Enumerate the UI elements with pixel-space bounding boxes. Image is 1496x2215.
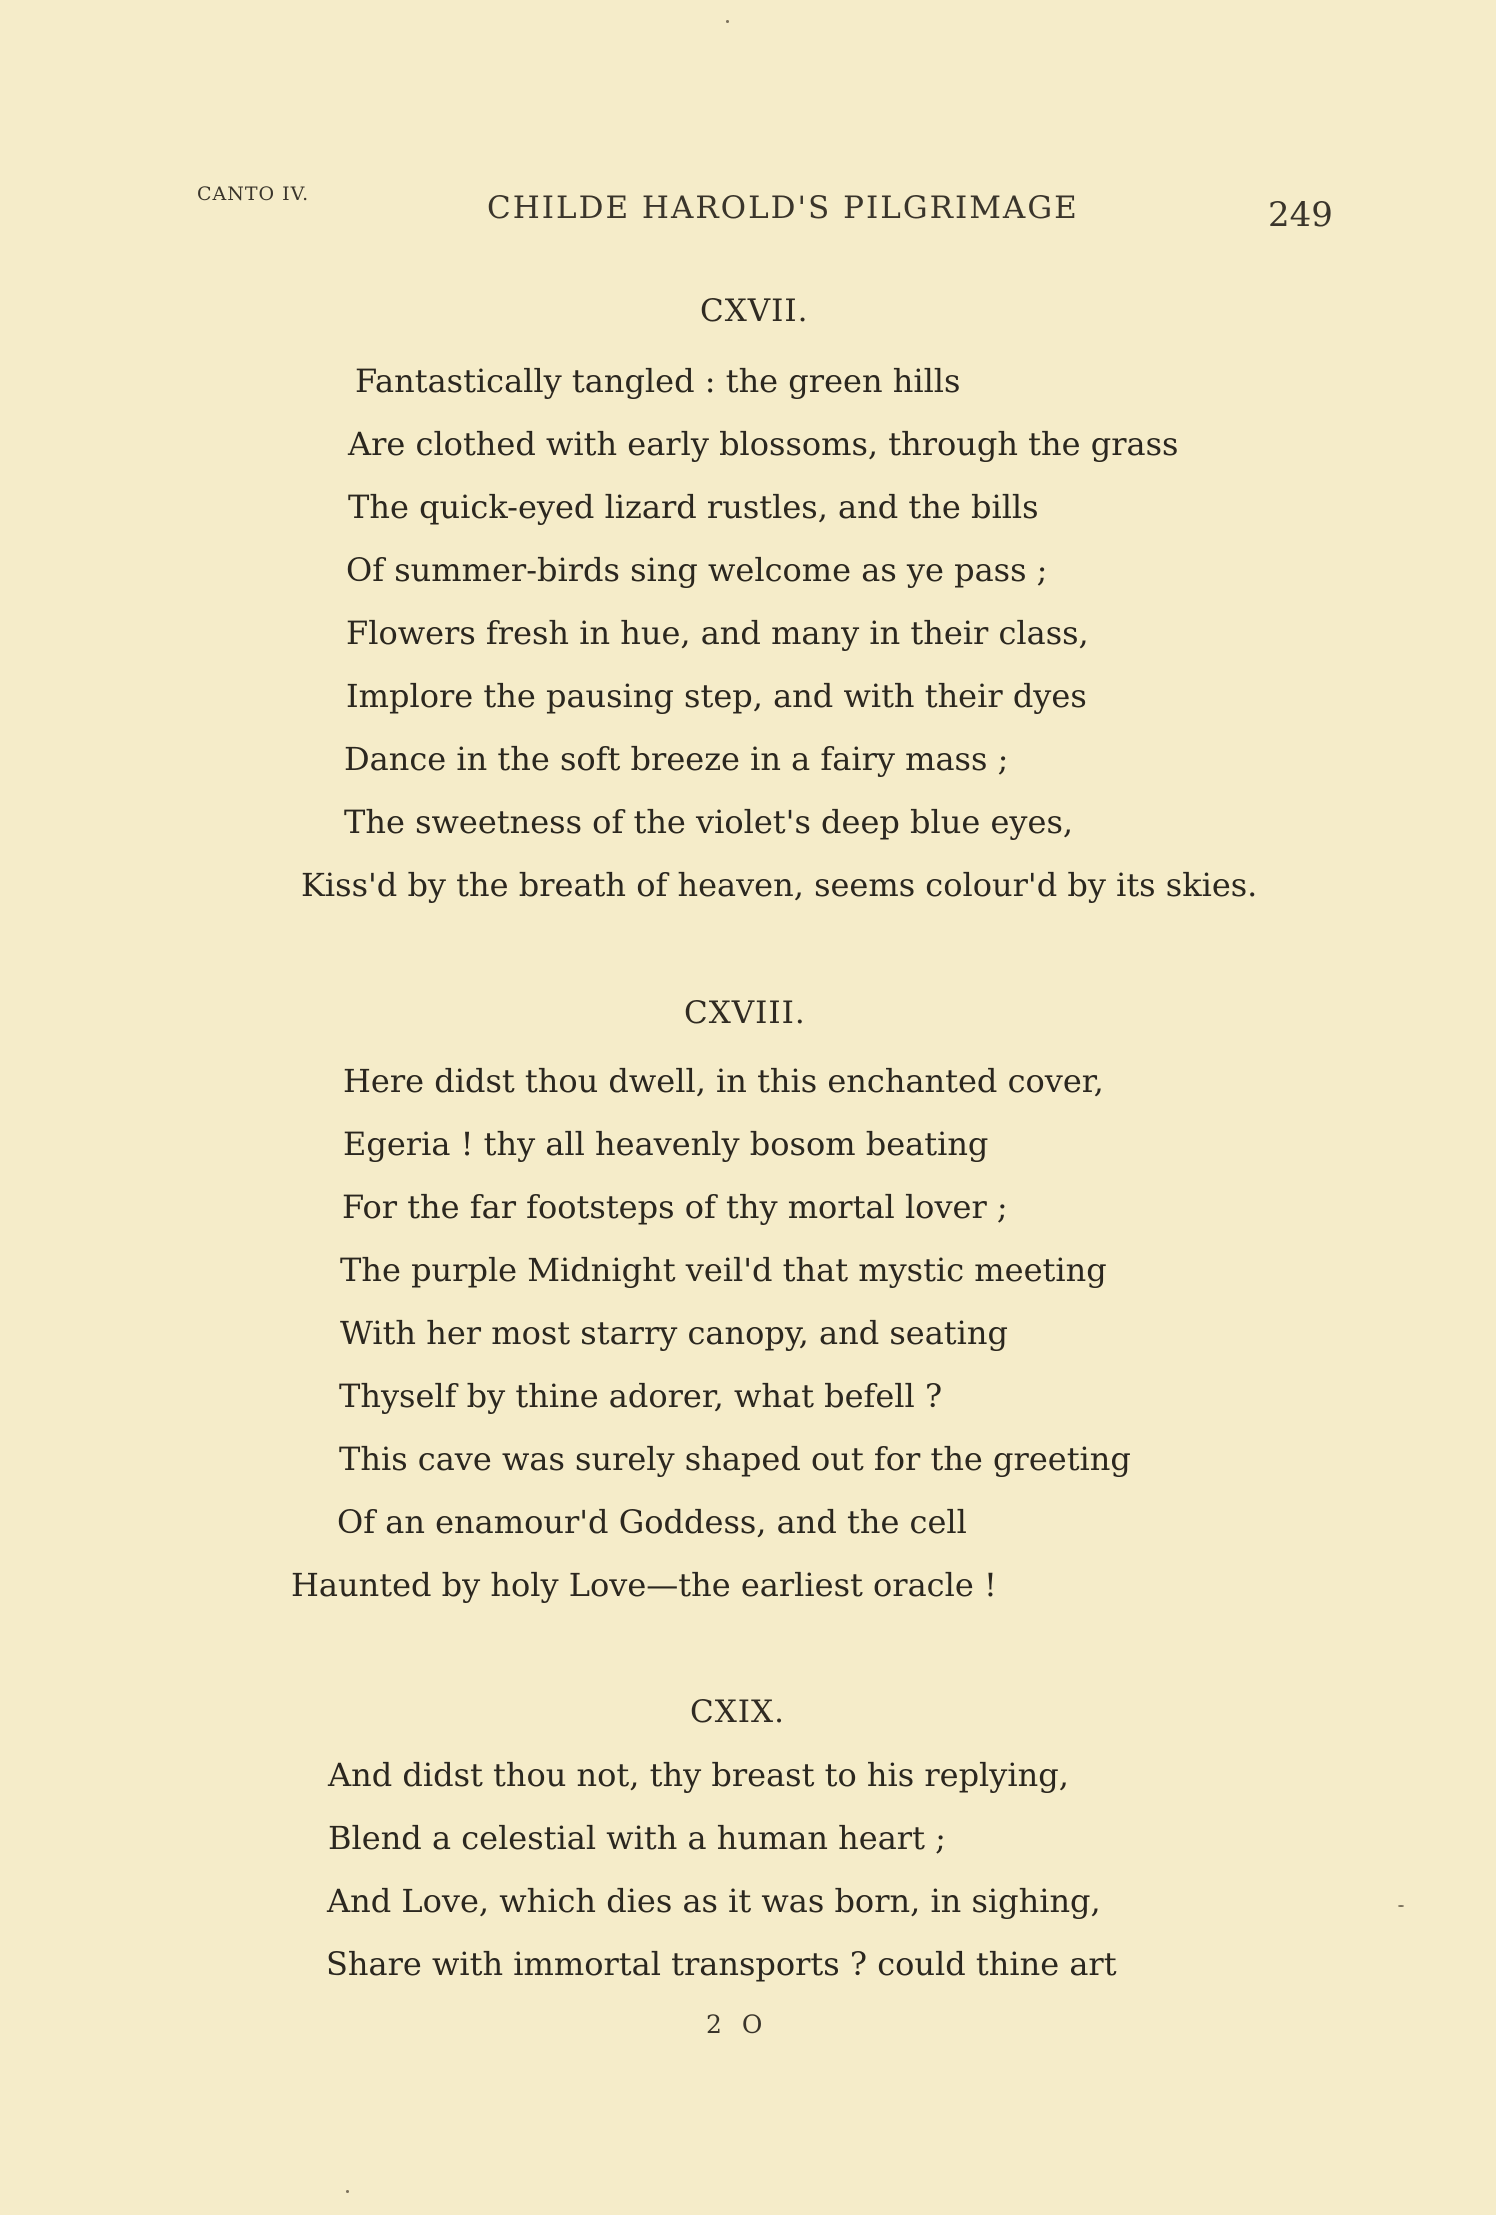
signature-mark: 2 O: [706, 2010, 769, 2039]
stanza-number: CXVII.: [700, 293, 809, 329]
verse-line: Share with immortal transports ? could thine art: [326, 1945, 1117, 1983]
verse-line: Kiss'd by the breath of heaven, seems colour'd by its skies.: [301, 866, 1258, 904]
verse-line: The sweetness of the violet's deep blue eyes,: [344, 803, 1074, 841]
verse-line: And didst thou not, thy breast to his replying,: [328, 1756, 1069, 1794]
running-head-title: CHILDE HAROLD'S PILGRIMAGE: [487, 190, 1079, 226]
paper-speck: [1398, 1905, 1404, 1907]
verse-line: For the far footsteps of thy mortal lover ;: [342, 1188, 1008, 1226]
verse-line: Dance in the soft breeze in a fairy mass ;: [344, 740, 1009, 778]
verse-line: Flowers fresh in hue, and many in their class,: [346, 614, 1089, 652]
page-number: 249: [1268, 195, 1333, 235]
stanza-number: CXVIII.: [684, 995, 806, 1031]
verse-line: Implore the pausing step, and with their dyes: [346, 677, 1087, 715]
running-head-canto: CANTO IV.: [197, 183, 310, 205]
paper-speck: [346, 2190, 349, 2193]
verse-line: And Love, which dies as it was born, in sighing,: [327, 1882, 1101, 1920]
verse-line: Egeria ! thy all heavenly bosom beating: [343, 1125, 989, 1163]
verse-line: Haunted by holy Love—the earliest oracle !: [291, 1566, 997, 1604]
verse-line: Are clothed with early blossoms, through the grass: [348, 425, 1179, 463]
verse-line: Of summer-birds sing welcome as ye pass ;: [346, 551, 1048, 589]
paper-speck: [726, 20, 729, 23]
verse-line: The quick-eyed lizard rustles, and the bills: [348, 488, 1039, 526]
verse-line: Here didst thou dwell, in this enchanted cover,: [343, 1062, 1104, 1100]
verse-line: With her most starry canopy, and seating: [340, 1314, 1008, 1352]
verse-line: This cave was surely shaped out for the greeting: [339, 1440, 1131, 1478]
verse-line: Fantastically tangled : the green hills: [355, 362, 961, 400]
verse-line: Thyself by thine adorer, what befell ?: [339, 1377, 943, 1415]
verse-line: Of an enamour'd Goddess, and the cell: [337, 1503, 967, 1541]
verse-line: Blend a celestial with a human heart ;: [328, 1819, 946, 1857]
verse-line: The purple Midnight veil'd that mystic meeting: [340, 1251, 1107, 1289]
stanza-number: CXIX.: [690, 1694, 785, 1730]
